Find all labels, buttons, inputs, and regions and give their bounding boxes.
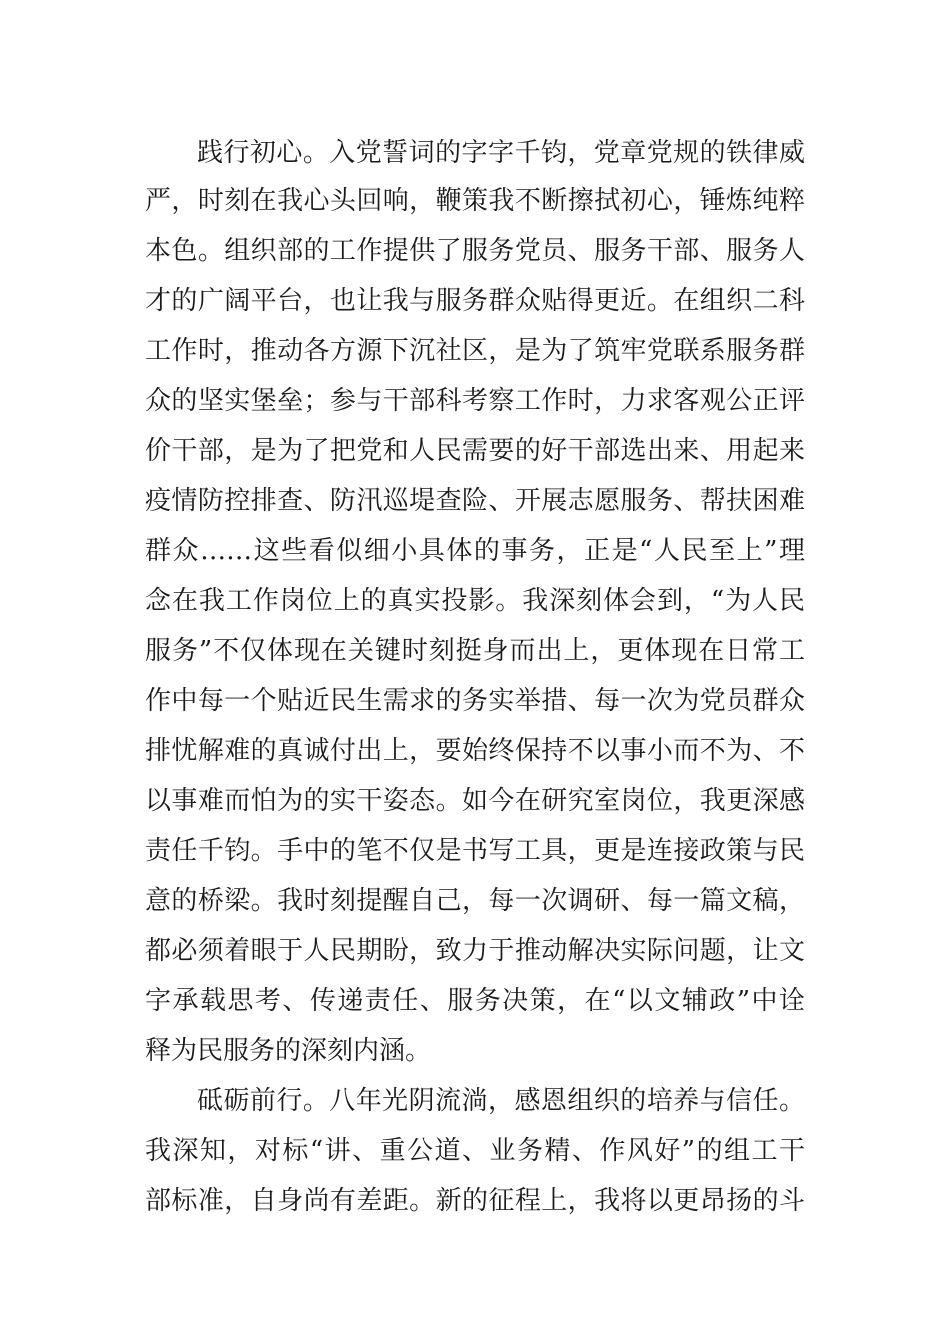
paragraph-1-line-17: 都必须着眼于人民期盼，致力于推动解决实际问题，让文: [145, 936, 805, 966]
paragraph-1-line-14: 以事难而怕为的实干姿态。如今在研究室岗位，我更深感: [145, 786, 805, 816]
paragraph-1-line-2: 严，时刻在我心头回响，鞭策我不断擦拭初心，锤炼纯粹: [145, 186, 805, 216]
paragraph-1-line-1: 践行初心。入党誓词的字字千钧，党章党规的铁律威: [197, 138, 805, 168]
paragraph-1-line-12: 作中每一个贴近民生需求的务实举措、每一次为党员群众: [145, 686, 805, 716]
paragraph-1-line-7: 价干部，是为了把党和人民需要的好干部选出来、用起来: [145, 436, 805, 466]
paragraph-1-line-3: 本色。组织部的工作提供了服务党员、服务干部、服务人: [145, 236, 805, 266]
paragraph-1-line-16: 意的桥梁。我时刻提醒自己，每一次调研、每一篇文稿，: [145, 886, 805, 916]
paragraph-1-line-8: 疫情防控排查、防汛巡堤查险、开展志愿服务、帮扶困难: [145, 486, 805, 516]
paragraph-1-line-5: 工作时，推动各方源下沉社区，是为了筑牢党联系服务群: [145, 336, 805, 366]
paragraph-1-line-4: 才的广阔平台，也让我与服务群众贴得更近。在组织二科: [145, 286, 805, 316]
paragraph-1-line-10: 念在我工作岗位上的真实投影。我深刻体会到，“为人民: [145, 586, 805, 616]
paragraph-1-line-13: 排忧解难的真诚付出上，要始终保持不以事小而不为、不: [145, 736, 805, 766]
paragraph-1-line-19: 释为民服务的深刻内涵。: [145, 1036, 432, 1066]
paragraph-1-line-18: 字承载思考、传递责任、服务决策，在“以文辅政”中诠: [145, 986, 805, 1016]
paragraph-1-line-6: 众的坚实堡垒；参与干部科考察工作时，力求客观公正评: [145, 386, 805, 416]
paragraph-1-line-11: 服务”不仅体现在关键时刻挺身而出上，更体现在日常工: [145, 636, 805, 666]
paragraph-2-line-2: 我深知，对标“讲、重公道、业务精、作风好”的组工干: [145, 1136, 805, 1166]
paragraph-2-line-1: 砥砺前行。八年光阴流淌，感恩组织的培养与信任。: [197, 1086, 805, 1116]
paragraph-1-line-15: 责任千钧。手中的笔不仅是书写工具，更是连接政策与民: [145, 836, 805, 866]
paragraph-1-line-9: 群众……这些看似细小具体的事务，正是“人民至上”理: [145, 536, 805, 566]
paragraph-2-line-3: 部标准，自身尚有差距。新的征程上，我将以更昂扬的斗: [145, 1186, 805, 1216]
